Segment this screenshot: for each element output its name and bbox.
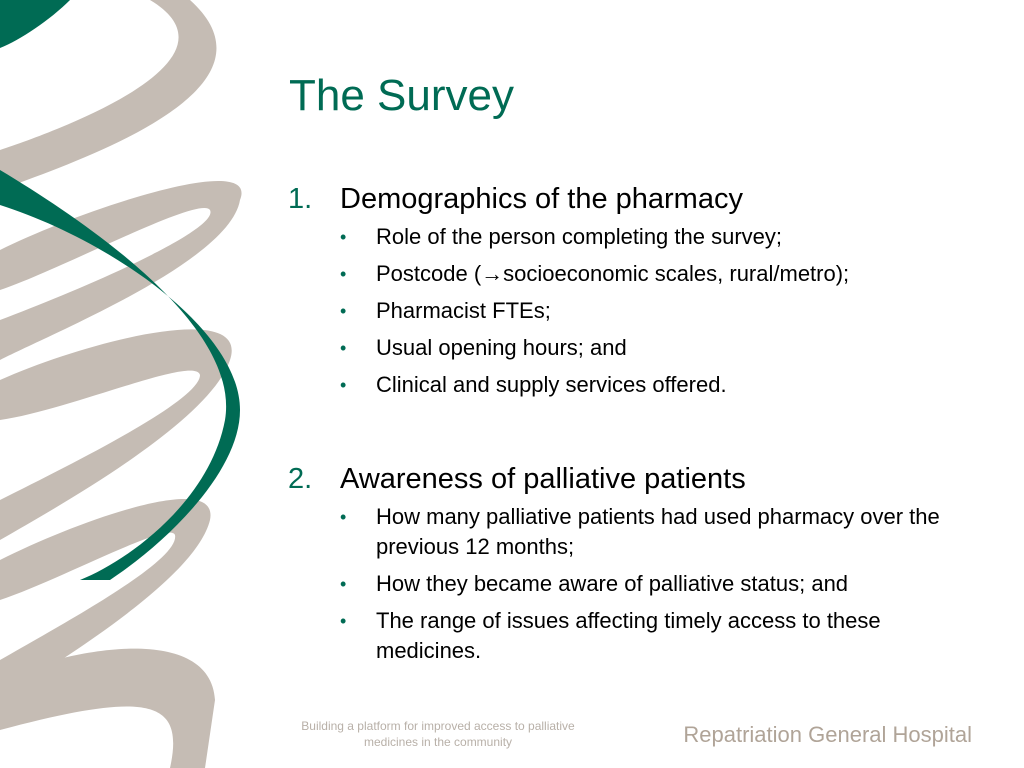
bullet-icon: • xyxy=(340,227,347,247)
section-title: Awareness of palliative patients xyxy=(340,463,746,495)
section-heading xyxy=(288,460,978,498)
bullet-icon: • xyxy=(340,574,347,594)
section-demographics xyxy=(288,180,978,400)
list-item xyxy=(336,569,978,599)
bullet-list xyxy=(288,502,978,666)
bullet-icon: • xyxy=(340,264,347,284)
bullet-icon: • xyxy=(340,301,347,321)
list-item xyxy=(336,222,978,252)
slide-title: The Survey xyxy=(289,71,514,120)
decorative-ribbons xyxy=(0,0,300,768)
list-item-text: Usual opening hours; and xyxy=(376,335,627,360)
list-item xyxy=(336,333,978,363)
list-item xyxy=(336,606,978,666)
bullet-icon: • xyxy=(340,611,347,631)
bullet-list xyxy=(288,222,978,400)
list-item-text: The range of issues affecting timely access to these medicines. xyxy=(376,608,881,663)
slide-body xyxy=(288,180,978,663)
list-item xyxy=(336,296,978,326)
section-title: Demographics of the pharmacy xyxy=(340,183,743,215)
bullet-icon: • xyxy=(340,375,347,395)
footer-tagline: Building a platform for improved access to palliative medicines in the community xyxy=(301,719,575,749)
bullet-icon: • xyxy=(340,507,347,527)
list-item-text: Pharmacist FTEs; xyxy=(376,298,551,323)
list-item xyxy=(336,259,978,289)
list-item-text: How they became aware of palliative status; and xyxy=(376,571,849,596)
list-item-text: Clinical and supply services offered. xyxy=(376,372,727,397)
list-item xyxy=(336,502,978,562)
list-item-text: How many palliative patients had used pharmacy over the previous 12 months; xyxy=(376,504,940,559)
green-ribbon-top xyxy=(0,0,70,48)
footer-organization: Repatriation General Hospital xyxy=(683,722,972,747)
list-item-text: Postcode (→socioeconomic scales, rural/metro); xyxy=(376,261,850,286)
list-item-text: Role of the person completing the survey; xyxy=(376,224,783,249)
bullet-icon: • xyxy=(340,338,347,358)
section-number: 2. xyxy=(288,463,313,495)
section-number: 1. xyxy=(288,183,313,215)
section-heading xyxy=(288,180,978,218)
section-awareness xyxy=(288,460,978,673)
list-item xyxy=(336,370,978,400)
